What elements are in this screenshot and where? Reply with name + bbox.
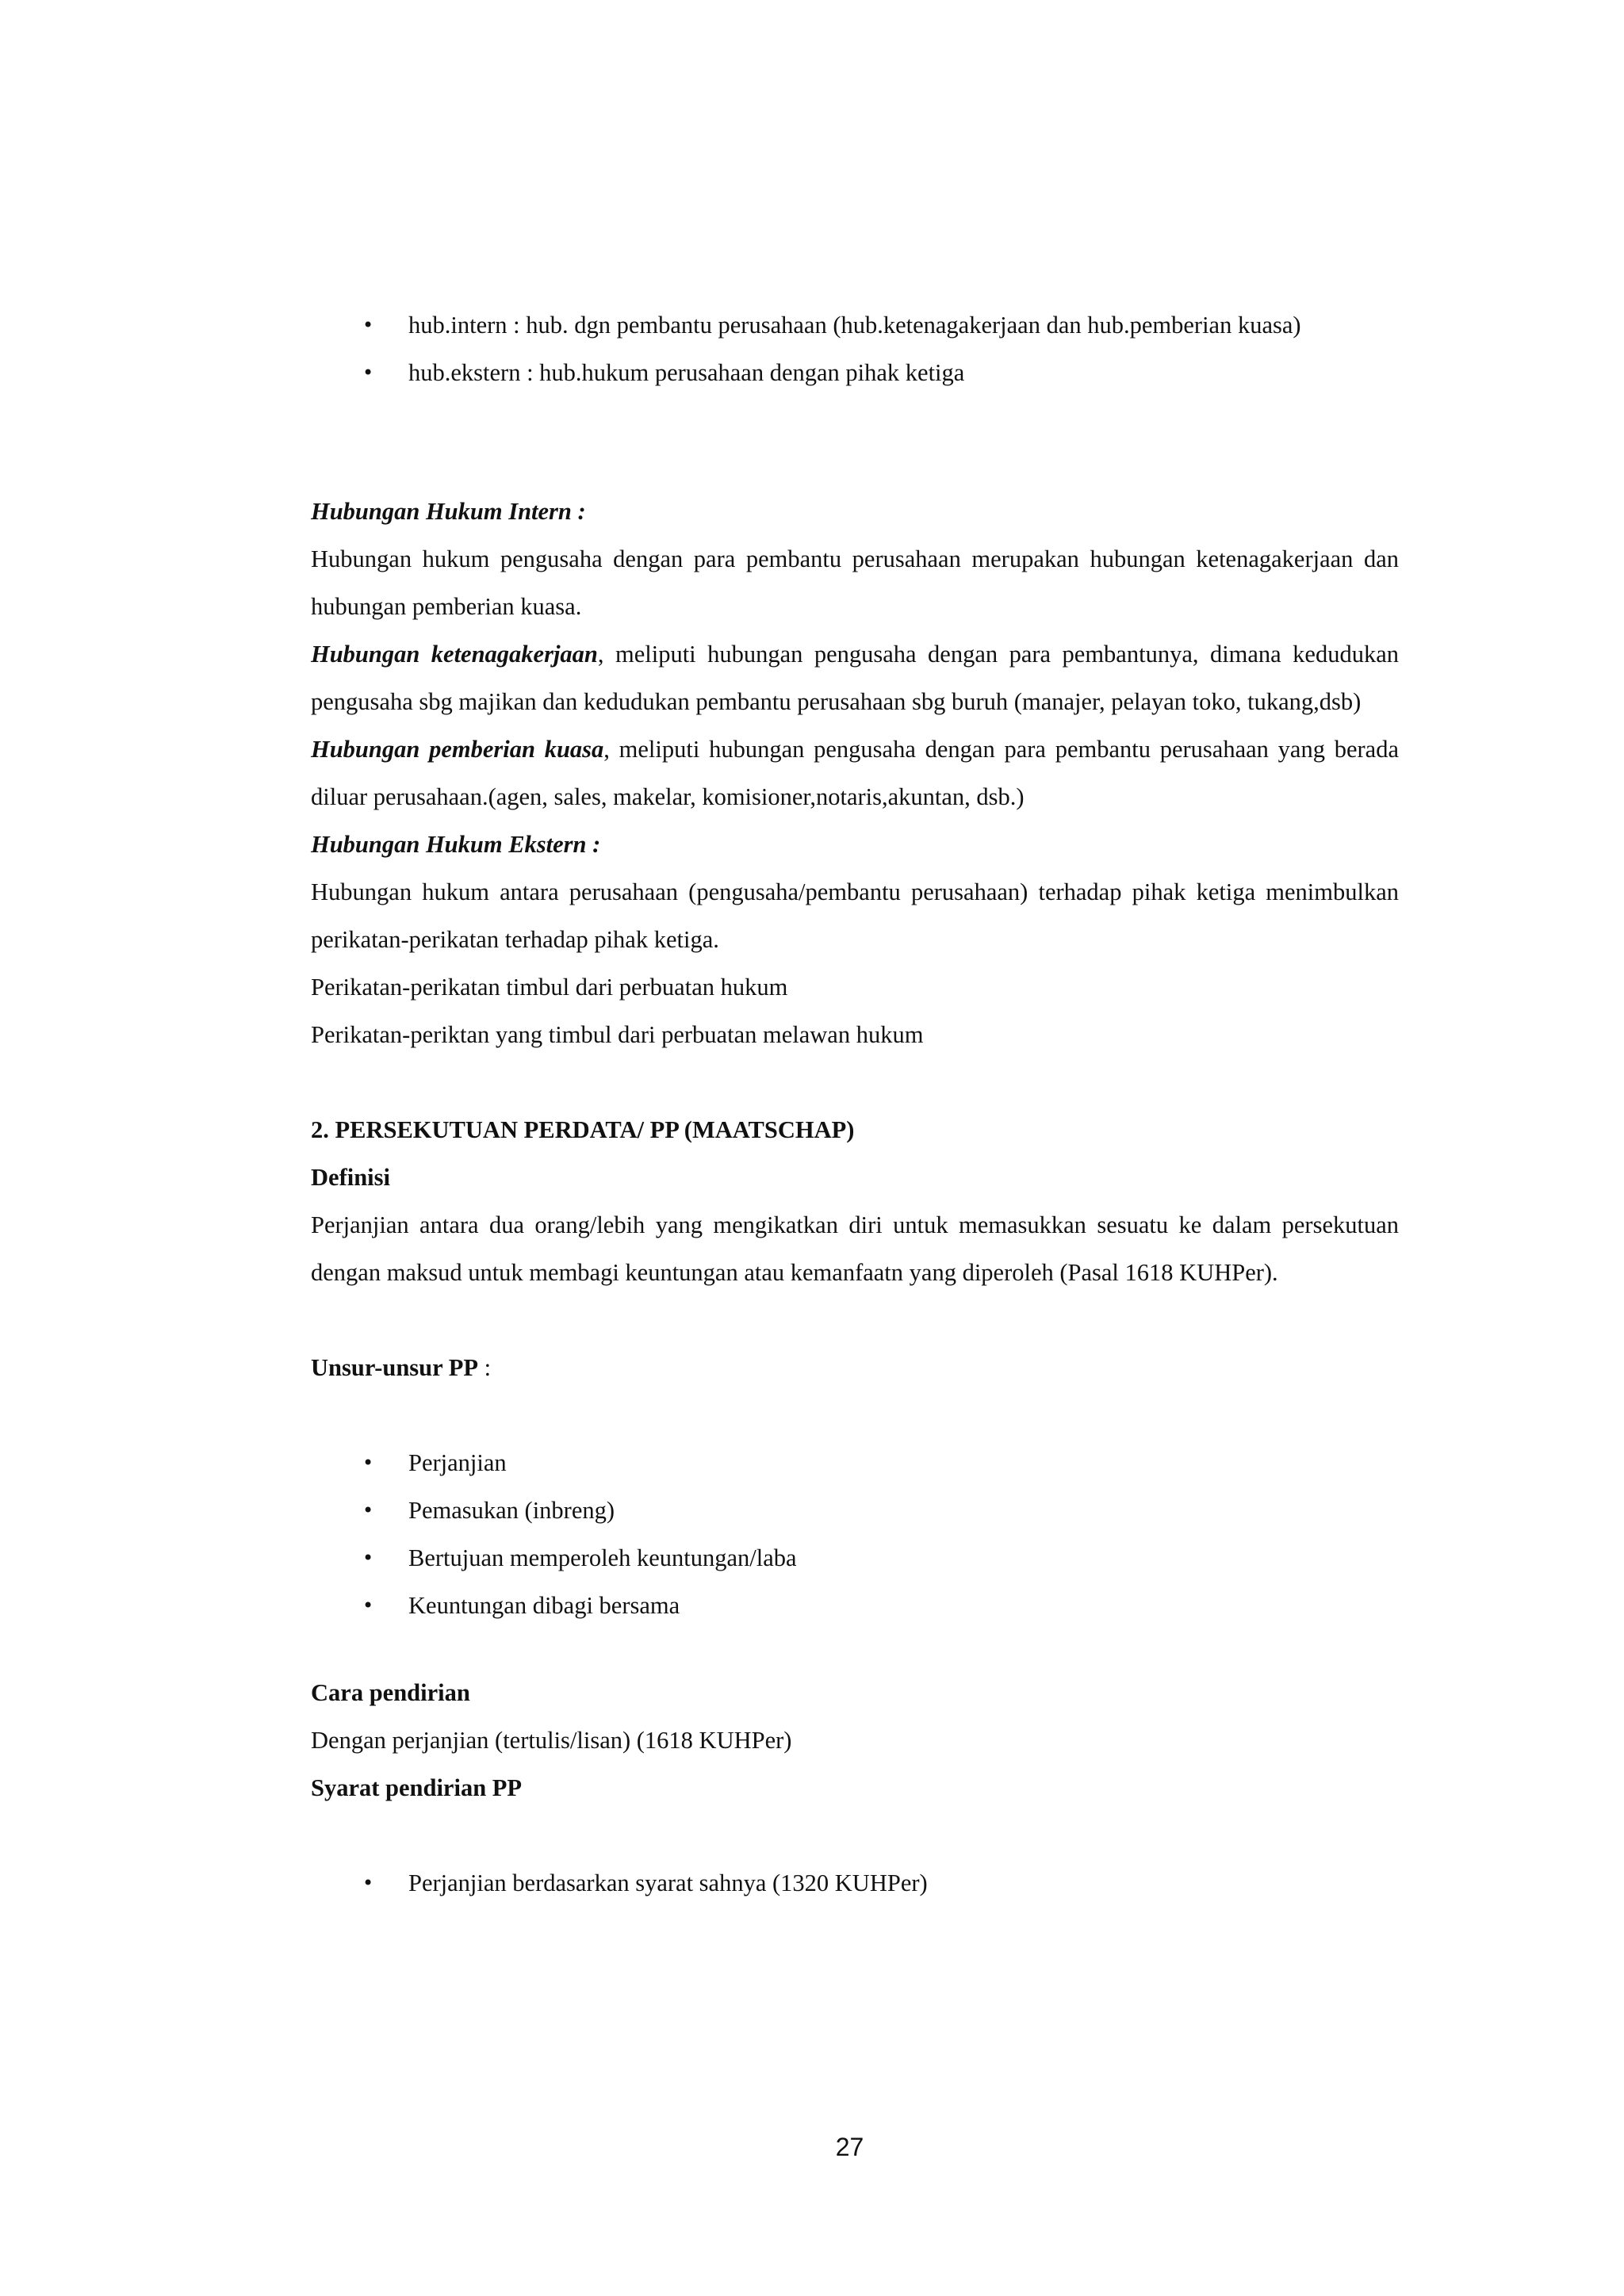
ekstern-line-1: Perikatan-perikatan timbul dari perbuatan hukum [311, 974, 788, 1001]
list-item [311, 1439, 1399, 1487]
list-item-text: Keuntungan dibagi bersama [408, 1592, 680, 1619]
bullet-icon: • [362, 362, 374, 384]
unsur-colon: : [478, 1354, 492, 1381]
bullet-icon: • [362, 1547, 374, 1569]
kuasa-paragraph [311, 725, 1399, 821]
bullet-icon: • [362, 314, 374, 336]
list-item-text: hub.ekstern : hub.hukum perusahaan dengan pihak ketiga [408, 359, 965, 386]
list-item [311, 301, 1399, 349]
intern-body: Hubungan hukum pengusaha dengan para pembantu perusahaan merupakan hubungan ketenagakerjaan dan hubungan pemberian kuasa. [311, 545, 1399, 620]
unsur-heading: Unsur-unsur PP [311, 1354, 479, 1381]
section-title: 2. PERSEKUTUAN PERDATA/ PP (MAATSCHAP) [311, 1116, 855, 1143]
ekstern-body: Hubungan hukum antara perusahaan (pengusaha/pembantu perusahaan) terhadap pihak ketiga menimbulkan perikatan-perikatan terhadap pihak ketiga. [311, 878, 1399, 953]
page-number: 27 [835, 2133, 864, 2161]
bullet-icon: • [362, 1499, 374, 1521]
kuasa-term: Hubungan pemberian kuasa [311, 736, 604, 763]
spacer [311, 1629, 1399, 1669]
list-item-text: Bertujuan memperoleh keuntungan/laba [408, 1544, 797, 1571]
unsur-heading-line [311, 1344, 1399, 1391]
list-item [311, 1487, 1399, 1534]
intern-heading: Hubungan Hukum Intern : [311, 498, 586, 525]
ketenagakerjaan-paragraph [311, 630, 1399, 725]
definisi-heading: Definisi [311, 1164, 390, 1191]
document-page [311, 301, 1399, 1907]
bullet-icon: • [362, 1594, 374, 1617]
cara-body: Dengan perjanjian (tertulis/lisan) (1618 KUHPer) [311, 1727, 792, 1754]
ekstern-line-2: Perikatan-periktan yang timbul dari perbuatan melawan hukum [311, 1021, 924, 1048]
spacer [311, 1391, 1399, 1439]
ketenagakerjaan-term: Hubungan ketenagakerjaan [311, 641, 598, 668]
list-item-text: hub.intern : hub. dgn pembantu perusahaan (hub.ketenagakerjaan dan hub.pemberian kuasa) [408, 312, 1301, 339]
definisi-body: Perjanjian antara dua orang/lebih yang mengikatkan diri untuk memasukkan sesuatu ke dalam persekutuan dengan maksud untuk membagi keuntungan atau kemanfaatn yang diperoleh (Pasal 1618 KUHPer). [311, 1211, 1399, 1286]
list-item [311, 1582, 1399, 1629]
spacer [311, 1058, 1399, 1106]
list-item-text: Perjanjian [408, 1449, 507, 1476]
list-item-text: Perjanjian berdasarkan syarat sahnya (1320 KUHPer) [408, 1869, 928, 1896]
spacer [311, 1296, 1399, 1344]
bullet-icon: • [362, 1452, 374, 1474]
syarat-heading: Syarat pendirian PP [311, 1774, 523, 1801]
ketenagakerjaan-text: , meliputi hubungan pengusaha dengan para pembantunya, dimana kedudukan pengusaha sbg majikan dan kedudukan pembantu perusahaan sbg buruh (manajer, pelayan toko, tukang,dsb) [311, 641, 1400, 715]
cara-heading: Cara pendirian [311, 1679, 470, 1706]
kuasa-text: , meliputi hubungan pengusaha dengan para pembantu perusahaan yang berada diluar perusahaan.(agen, sales, makelar, komisioner,notaris,akuntan, dsb.) [311, 736, 1399, 810]
unsur-list [311, 1439, 1399, 1629]
ekstern-heading: Hubungan Hukum Ekstern : [311, 831, 601, 858]
top-bullet-list [311, 301, 1399, 396]
syarat-list [311, 1859, 1399, 1907]
spacer [311, 396, 1399, 488]
list-item [311, 1534, 1399, 1582]
list-item [311, 1859, 1399, 1907]
list-item-text: Pemasukan (inbreng) [408, 1497, 615, 1524]
spacer [311, 1812, 1399, 1859]
list-item [311, 349, 1399, 396]
bullet-icon: • [362, 1872, 374, 1894]
